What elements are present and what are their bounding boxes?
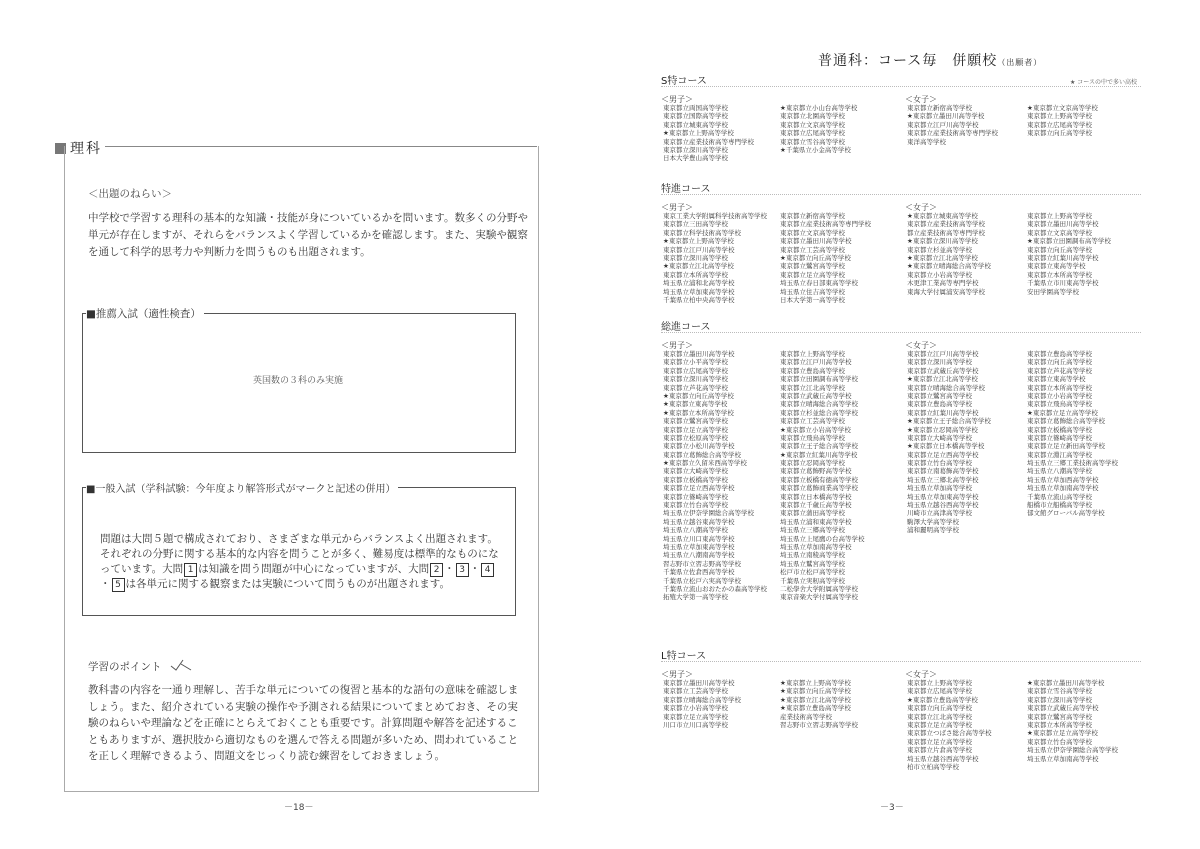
question-number-box: 2 [430, 563, 443, 577]
school-item: 埼玉県立春日部東高等学校 [780, 279, 858, 288]
school-item: 東京都立足立新田高等学校 [1027, 442, 1105, 451]
school-item: 東京都立杉並総合高等学校 [780, 408, 858, 417]
school-item: ★東京都立墨田川高等学校 [907, 112, 985, 121]
school-item: 東京都立鷺宮高等学校 [1027, 712, 1092, 721]
general-exam-text: 問題は大問５題で構成されており、さまざまな単元からバランスよく出題されます。 それぞれの分野に関する基本的な内容を問うことが多く、難易度は標準的なものになっています。大問 1 は知識を問う問題が中心になっていますが、大問 2 ・ 3 ・ 4・ 5 は各単元に関する観察または実験について問うものが出題されます。 [100, 533, 499, 590]
school-item: 東京都立北園高等学校 [780, 112, 845, 121]
school-item: 東京都立鷺宮高等学校 [663, 417, 728, 426]
course-rule [661, 86, 1141, 87]
school-item: 千葉県立実籾高等学校 [780, 576, 845, 585]
school-item: ★東京都立上野高等学校 [663, 237, 734, 246]
aim-heading: ＜出題のねらい＞ [88, 188, 172, 200]
course-title: 特進コース [661, 184, 711, 195]
female-label: ＜女子＞ [905, 341, 937, 350]
right-page-title: 普通科：コース毎 併願校（出願者） [818, 53, 1043, 69]
hand-check-icon [169, 658, 195, 672]
school-column [1027, 679, 1118, 763]
school-item: 埼玉県立三郷工業技術高等学校 [1027, 459, 1118, 468]
school-item: 東京都立深川高等学校 [663, 375, 728, 384]
recommendation-text: 英国数の３科のみ実施 [252, 376, 343, 386]
school-item: 東京都立江戸川高等学校 [907, 350, 979, 358]
school-item: ★東京都立豊島高等学校 [907, 695, 978, 704]
school-item: 東京都立竹台高等学校 [663, 501, 728, 510]
male-label: ＜男子＞ [661, 95, 693, 104]
question-number-box: 4 [481, 563, 494, 577]
school-item: 東京都立足立高等学校 [663, 712, 728, 721]
school-column [1027, 212, 1111, 296]
school-item: 埼玉県立草加西高等学校 [1027, 475, 1099, 484]
left-page-number: －18－ [284, 803, 314, 813]
school-item: 埼玉県立越谷西高等学校 [907, 501, 979, 510]
school-item: 東京都立足立高等学校 [907, 737, 972, 746]
school-item: 東京都立日本橋高等学校 [780, 492, 852, 501]
school-item: 東京都立科学技術高等学校 [663, 228, 741, 237]
school-item: 東京都立晴海総合高等学校 [663, 695, 741, 704]
school-item: 東京都立本所高等学校 [1027, 270, 1092, 279]
course-title: L特コース [661, 651, 707, 662]
school-item: 東京都立足立西高等学校 [907, 450, 979, 459]
course-rule [661, 332, 1141, 333]
school-item: ★東京都立日本橋高等学校 [907, 442, 985, 451]
school-item: 東京都立豊島高等学校 [1027, 350, 1092, 358]
school-item: 産業技術高等学校 [780, 712, 832, 721]
school-item: 埼玉県立草加南高等学校 [1027, 484, 1099, 493]
school-item: 東京都立産業技術高等専門学校 [907, 129, 998, 138]
school-item: 東京都立雪谷高等学校 [1027, 687, 1092, 696]
school-item: 東京都立板橋高等学校 [1027, 425, 1092, 434]
school-item: 東京都立淵江高等学校 [1027, 450, 1092, 459]
school-item: 船橋市立船橋高等学校 [1027, 501, 1092, 510]
school-column [663, 679, 741, 729]
school-item: ★東京都立豊島高等学校 [780, 704, 851, 713]
school-item: 日本大学豊山高等学校 [663, 154, 728, 163]
school-item: 東京都立上野高等学校 [907, 679, 972, 687]
school-item: 東京都立文京高等学校 [780, 120, 845, 129]
school-item: 埼玉県立三郷北高等学校 [907, 475, 979, 484]
school-item: 東京都立本所高等学校 [1027, 383, 1092, 392]
school-column [663, 104, 754, 163]
school-item: ★東京都立紅葉川高等学校 [780, 450, 858, 459]
school-item: 東京都立江戸川高等学校 [780, 358, 852, 367]
school-item: 埼玉県立草加高等学校 [907, 484, 972, 493]
section-title: 理科 [55, 138, 102, 158]
school-item: 東京都立芦花高等学校 [1027, 366, 1092, 375]
school-item: 千葉県立佐倉西高等学校 [663, 568, 735, 577]
male-label: ＜男子＞ [661, 203, 693, 212]
school-item: 千葉県立松戸六実高等学校 [663, 576, 741, 585]
school-item: 東京都立向丘高等学校 [1027, 358, 1092, 367]
school-item: 郁文館グローバル高等学校 [1027, 509, 1105, 518]
school-item: 埼玉県立八潮高等学校 [663, 526, 728, 535]
school-item: 東京都立足立高等学校 [907, 720, 972, 729]
school-column [907, 350, 991, 535]
school-item: 東京都立蒲田高等学校 [780, 509, 845, 518]
school-item: ★東京都立小岩高等学校 [780, 425, 851, 434]
school-item: 東京都立武蔵丘高等学校 [1027, 704, 1099, 713]
school-item: 埼玉県立草加東高等学校 [907, 492, 979, 501]
school-item: 東京都立三田高等学校 [663, 220, 728, 229]
school-item: 東京都立墨田川高等学校 [663, 679, 735, 687]
school-item: 東京都立墨田川高等学校 [1027, 220, 1099, 229]
school-item: 東京都立葛飾総合高等学校 [1027, 417, 1105, 426]
school-item: 東京都立小松川高等学校 [663, 442, 735, 451]
school-column [780, 350, 865, 602]
school-item: 千葉県立流山おおたかの森高等学校 [663, 584, 767, 593]
question-number-box: 5 [112, 578, 125, 592]
school-item: 埼玉県立草加南高等学校 [1027, 754, 1099, 763]
school-item: 東京都立豊島高等学校 [907, 400, 972, 409]
school-item: ★東京都立文京高等学校 [1027, 104, 1098, 112]
school-item: 拓殖大学第一高等学校 [663, 593, 728, 602]
school-item: 駒澤大学高等学校 [907, 517, 959, 526]
school-item: 東京都立鷺宮高等学校 [780, 262, 845, 271]
school-item: 東京都立小平高等学校 [663, 358, 728, 367]
school-item: 東京都立上野高等学校 [780, 350, 845, 358]
school-item: ★東京都立王子総合高等学校 [907, 417, 991, 426]
point-text: 教科書の内容を一通り理解し、苦手な単元についての復習と基本的な語句の意味を確認しましょう。また、紹介されている実験の操作や予測される結果についてまとめておき、その実験のねらいや理論などを正確にとらえておくことも重要です。計算問題や解答を記述することもありますが、選択肢から適切なものを選んで答える問題が多いため、問われていることを正しく理解できるよう、問題文をじっくり読む練習をしておきましょう。 [88, 684, 519, 762]
school-item: 東京都立葛飾商業高等学校 [780, 484, 858, 493]
school-item: 埼玉県立草加東高等学校 [663, 287, 735, 296]
school-item: 松戸市立松戸高等学校 [780, 568, 845, 577]
school-item: 東京都立江北高等学校 [780, 383, 845, 392]
school-item: 東京都立深川高等学校 [907, 358, 972, 367]
school-item: 千葉県立流山高等学校 [1027, 492, 1092, 501]
school-item: 東京都立産業技術高等学校 [907, 220, 985, 229]
male-label: ＜男子＞ [661, 670, 693, 679]
school-item: 東京都立つばさ総合高等学校 [907, 729, 992, 738]
school-item: 東京都立松原高等学校 [663, 433, 728, 442]
school-column [1027, 104, 1098, 138]
school-item: 東京都立文京高等学校 [780, 228, 845, 237]
school-item: ★東京都立深川高等学校 [907, 237, 978, 246]
school-item: 東京都立忍岡高等学校 [780, 459, 845, 468]
school-item: 東京都立竹台高等学校 [1027, 737, 1092, 746]
school-item: 川口市立川口高等学校 [663, 720, 728, 729]
school-item: 東京都立江北高等学校 [907, 712, 972, 721]
school-item: 東京都立向丘高等学校 [907, 704, 972, 713]
school-item: 木更津工業高等専門学校 [907, 279, 979, 288]
school-item: ★東京都立久留米西高等学校 [663, 459, 747, 468]
school-item: 東京都立足立高等学校 [663, 425, 728, 434]
course-rule [661, 661, 1141, 662]
course-title: S特コース [661, 76, 707, 87]
course-title: 総進コース [661, 322, 711, 333]
school-item: 東京都立本所高等学校 [663, 270, 728, 279]
school-item: 東京都立東高等学校 [1027, 262, 1086, 271]
school-item: ★東京都立足立高等学校 [1027, 408, 1098, 417]
school-item: 都立産業技術高等専門学校 [907, 228, 985, 237]
question-number-box: 3 [456, 563, 469, 577]
school-item: 東京都立葛飾総合高等学校 [663, 450, 741, 459]
school-item: 東京都立江戸川高等学校 [663, 245, 735, 254]
school-item: 東京都立深川高等学校 [663, 253, 728, 262]
school-item: 埼玉県立八潮高等学校 [1027, 467, 1092, 476]
school-item: 東京都立工芸高等学校 [780, 245, 845, 254]
school-column [1027, 350, 1118, 518]
school-item: 東海大学付属浦安高等学校 [907, 287, 985, 296]
school-item: 二松學舍大学附属高等学校 [780, 584, 858, 593]
school-item: 東京都立上野高等学校 [1027, 112, 1092, 121]
course-rule [661, 194, 1141, 195]
school-item: 東京都立向丘高等学校 [1027, 129, 1092, 138]
school-item: 東京都立文京高等学校 [1027, 228, 1092, 237]
school-item: 東京都立産業技術高等専門学校 [663, 137, 754, 146]
right-page-number: －3－ [880, 803, 904, 813]
school-item: 東京都立工芸高等学校 [663, 687, 728, 696]
school-column [663, 212, 767, 304]
school-item: 東京都立板橋高等学校 [663, 475, 728, 484]
question-number-box: 1 [184, 563, 197, 577]
school-item: ★東京都立江北高等学校 [780, 695, 851, 704]
school-item: 東京都立足立西高等学校 [663, 484, 735, 493]
school-item: 習志野市立習志野高等学校 [663, 559, 741, 568]
school-column [907, 679, 992, 771]
school-item: 東京都立広尾高等学校 [1027, 120, 1092, 129]
school-item: 東京都立葛飾野高等学校 [780, 467, 852, 476]
school-item: 埼玉県立草加南高等学校 [780, 542, 852, 551]
school-item: ★東京都立本所高等学校 [663, 408, 734, 417]
school-item: ★東京都立向丘高等学校 [780, 687, 851, 696]
school-item: 東京都立紅葉川高等学校 [907, 408, 979, 417]
school-item: 東京都立豊島高等学校 [780, 366, 845, 375]
school-item: 埼玉県立南稜高等学校 [780, 551, 845, 560]
school-item: 東京都立上野高等学校 [1027, 212, 1092, 220]
school-item: 東京都立広尾高等学校 [663, 366, 728, 375]
school-item: ★東京都立上野高等学校 [663, 129, 734, 138]
recommendation-title: ■推薦入試（適性検査） [86, 306, 204, 321]
school-item: 埼玉県立伊奈学園総合高等学校 [1027, 746, 1118, 755]
school-item: 埼玉県立住吉高等学校 [780, 287, 845, 296]
school-item: ★東京都立城東高等学校 [907, 212, 978, 220]
school-item: 東京都立武蔵丘高等学校 [780, 391, 852, 400]
school-item: 埼玉県立三郷高等学校 [780, 526, 845, 535]
school-item: 東京都立板橋有徳高等学校 [780, 475, 858, 484]
school-item: 東京都立鷺宮高等学校 [907, 391, 972, 400]
female-label: ＜女子＞ [905, 670, 937, 679]
school-item: 東京都立篠崎高等学校 [663, 492, 728, 501]
female-label: ＜女子＞ [905, 95, 937, 104]
school-item: 東京都立東高等学校 [1027, 375, 1086, 384]
school-item: 東京都立芦花高等学校 [663, 383, 728, 392]
school-item: 東京都立大崎高等学校 [907, 433, 972, 442]
school-item: 東京都立片倉高等学校 [907, 746, 972, 755]
school-item: ★東京都立江北高等学校 [663, 262, 734, 271]
school-item: ★東京都立向丘高等学校 [663, 391, 734, 400]
school-item: 東京都立武蔵丘高等学校 [907, 366, 979, 375]
school-item: 埼玉県立鷲宮高等学校 [780, 559, 845, 568]
school-item: ★東京都立向丘高等学校 [780, 253, 851, 262]
school-item: ★東京都立上野高等学校 [780, 679, 851, 687]
male-label: ＜男子＞ [661, 341, 693, 350]
school-item: 埼玉県立浦和東高等学校 [780, 517, 852, 526]
school-item: 東京都立晴海総合高等学校 [907, 383, 985, 392]
school-item: 東洋高等学校 [907, 137, 946, 146]
school-item: 東京都立晴海総合高等学校 [780, 400, 858, 409]
school-column [780, 679, 858, 729]
school-item: ★東京都立忍岡高等学校 [907, 425, 978, 434]
school-item: 東京都立城東高等学校 [663, 120, 728, 129]
school-item: 東京都立工芸高等学校 [780, 417, 845, 426]
school-item: 東京都立大崎高等学校 [663, 467, 728, 476]
school-item: ★千葉県立小金高等学校 [780, 145, 851, 154]
school-item: 東京都立広尾高等学校 [907, 687, 972, 696]
school-column [780, 104, 857, 154]
school-item: 東京都立国際高等学校 [663, 112, 728, 121]
school-item: 埼玉県立浦和北高等学校 [663, 279, 735, 288]
general-exam-title: ■一般入試（学科試験：今年度より解答形式がマークと記述の併用） [86, 480, 398, 495]
school-item: 東京都立飛鳥高等学校 [780, 433, 845, 442]
female-label: ＜女子＞ [905, 203, 937, 212]
school-column [907, 104, 998, 146]
school-item: 東京都立小岩高等学校 [907, 270, 972, 279]
school-item: 東京都立小岩高等学校 [663, 704, 728, 713]
school-item: 埼玉県立越谷西高等学校 [907, 754, 979, 763]
school-item: 東京都立新宿高等学校 [907, 104, 972, 112]
school-item: 柏市立柏高等学校 [907, 762, 959, 771]
school-item: 東京工業大学附属科学技術高等学校 [663, 212, 767, 220]
point-heading: 学習のポイント [88, 658, 195, 674]
school-item: 東京都立両国高等学校 [663, 104, 728, 112]
school-item: ★東京都立江北高等学校 [907, 253, 978, 262]
school-item: 東京都立千歳丘高等学校 [780, 501, 852, 510]
school-item: 東京都立本所高等学校 [1027, 720, 1092, 729]
school-item: 千葉県立柏中央高等学校 [663, 295, 735, 304]
school-item: 東京都立紅葉川高等学校 [1027, 253, 1099, 262]
school-item: 東京都立小岩高等学校 [1027, 391, 1092, 400]
school-item: 東京都立足立高等学校 [780, 270, 845, 279]
school-item: 東京都立杉並高等学校 [907, 245, 972, 254]
school-item: 東京都立篠崎高等学校 [1027, 433, 1092, 442]
school-item: 埼玉県立上尾鷹の台高等学校 [780, 534, 865, 543]
aim-text: 中学校で学習する理科の基本的な知識・技能が身についているかを問います。数多くの分野や単元が存在しますが、それらをバランスよく学習しているかを確認します。また、実験や観察を通して科学的思考力や判断力を問うものも出題されます。 [88, 212, 528, 258]
legend-note: ★ コースの中で多い高校 [1070, 79, 1137, 86]
school-item: 千葉県立市川東高等学校 [1027, 279, 1099, 288]
school-column [907, 212, 991, 296]
school-item: 埼玉県立伊奈学園総合高等学校 [663, 509, 754, 518]
school-item: 東京都立竹台高等学校 [907, 459, 972, 468]
school-item: 埼玉県立越谷東高等学校 [663, 517, 735, 526]
school-item: ★東京都立晴海総合高等学校 [907, 262, 991, 271]
school-item: ★東京都立江北高等学校 [907, 375, 978, 384]
school-item: 東京都立江戸川高等学校 [907, 120, 979, 129]
school-item: 東京都立新宿高等学校 [780, 212, 845, 220]
school-item: 東京都立産業技術高等専門学校 [780, 220, 871, 229]
school-item: 東京都立向丘高等学校 [1027, 245, 1092, 254]
school-column [663, 350, 767, 602]
school-item: 日本大学第一高等学校 [780, 295, 845, 304]
school-item: 東京都立飛鳥高等学校 [1027, 400, 1092, 409]
school-item: 東京都立墨田川高等学校 [663, 350, 735, 358]
school-item: 東京都立深川高等学校 [1027, 695, 1092, 704]
school-item: ★東京都立小山台高等学校 [780, 104, 858, 112]
school-item: 埼玉県立草加東高等学校 [663, 542, 735, 551]
school-item: 習志野市立習志野高等学校 [780, 720, 858, 729]
school-item: 東京都立王子総合高等学校 [780, 442, 858, 451]
school-item: 東京都立墨田川高等学校 [780, 237, 852, 246]
school-item: 埼玉県立川口東高等学校 [663, 534, 735, 543]
school-item: 東京都立田園調布高等学校 [780, 375, 858, 384]
school-item: 川崎市立高津高等学校 [907, 509, 972, 518]
school-item: 埼玉県立八潮南高等学校 [663, 551, 735, 560]
school-item: ★東京都立足立高等学校 [1027, 729, 1098, 738]
school-item: 東京都立南葛飾高等学校 [907, 467, 979, 476]
school-item: 東京音楽大学付属高等学校 [780, 593, 858, 602]
school-item: 東京都立雪谷高等学校 [780, 137, 845, 146]
school-item: ★東京都立東高等学校 [663, 400, 728, 409]
school-column [780, 212, 871, 304]
school-item: 東京都立深川高等学校 [663, 145, 728, 154]
school-item: ★東京都立墨田川高等学校 [1027, 679, 1105, 687]
school-item: 安田学園高等学校 [1027, 287, 1079, 296]
school-item: ★東京都立田園調布高等学校 [1027, 237, 1111, 246]
school-item: 浦和麗明高等学校 [907, 526, 959, 535]
school-item: 東京都立広尾高等学校 [780, 129, 845, 138]
